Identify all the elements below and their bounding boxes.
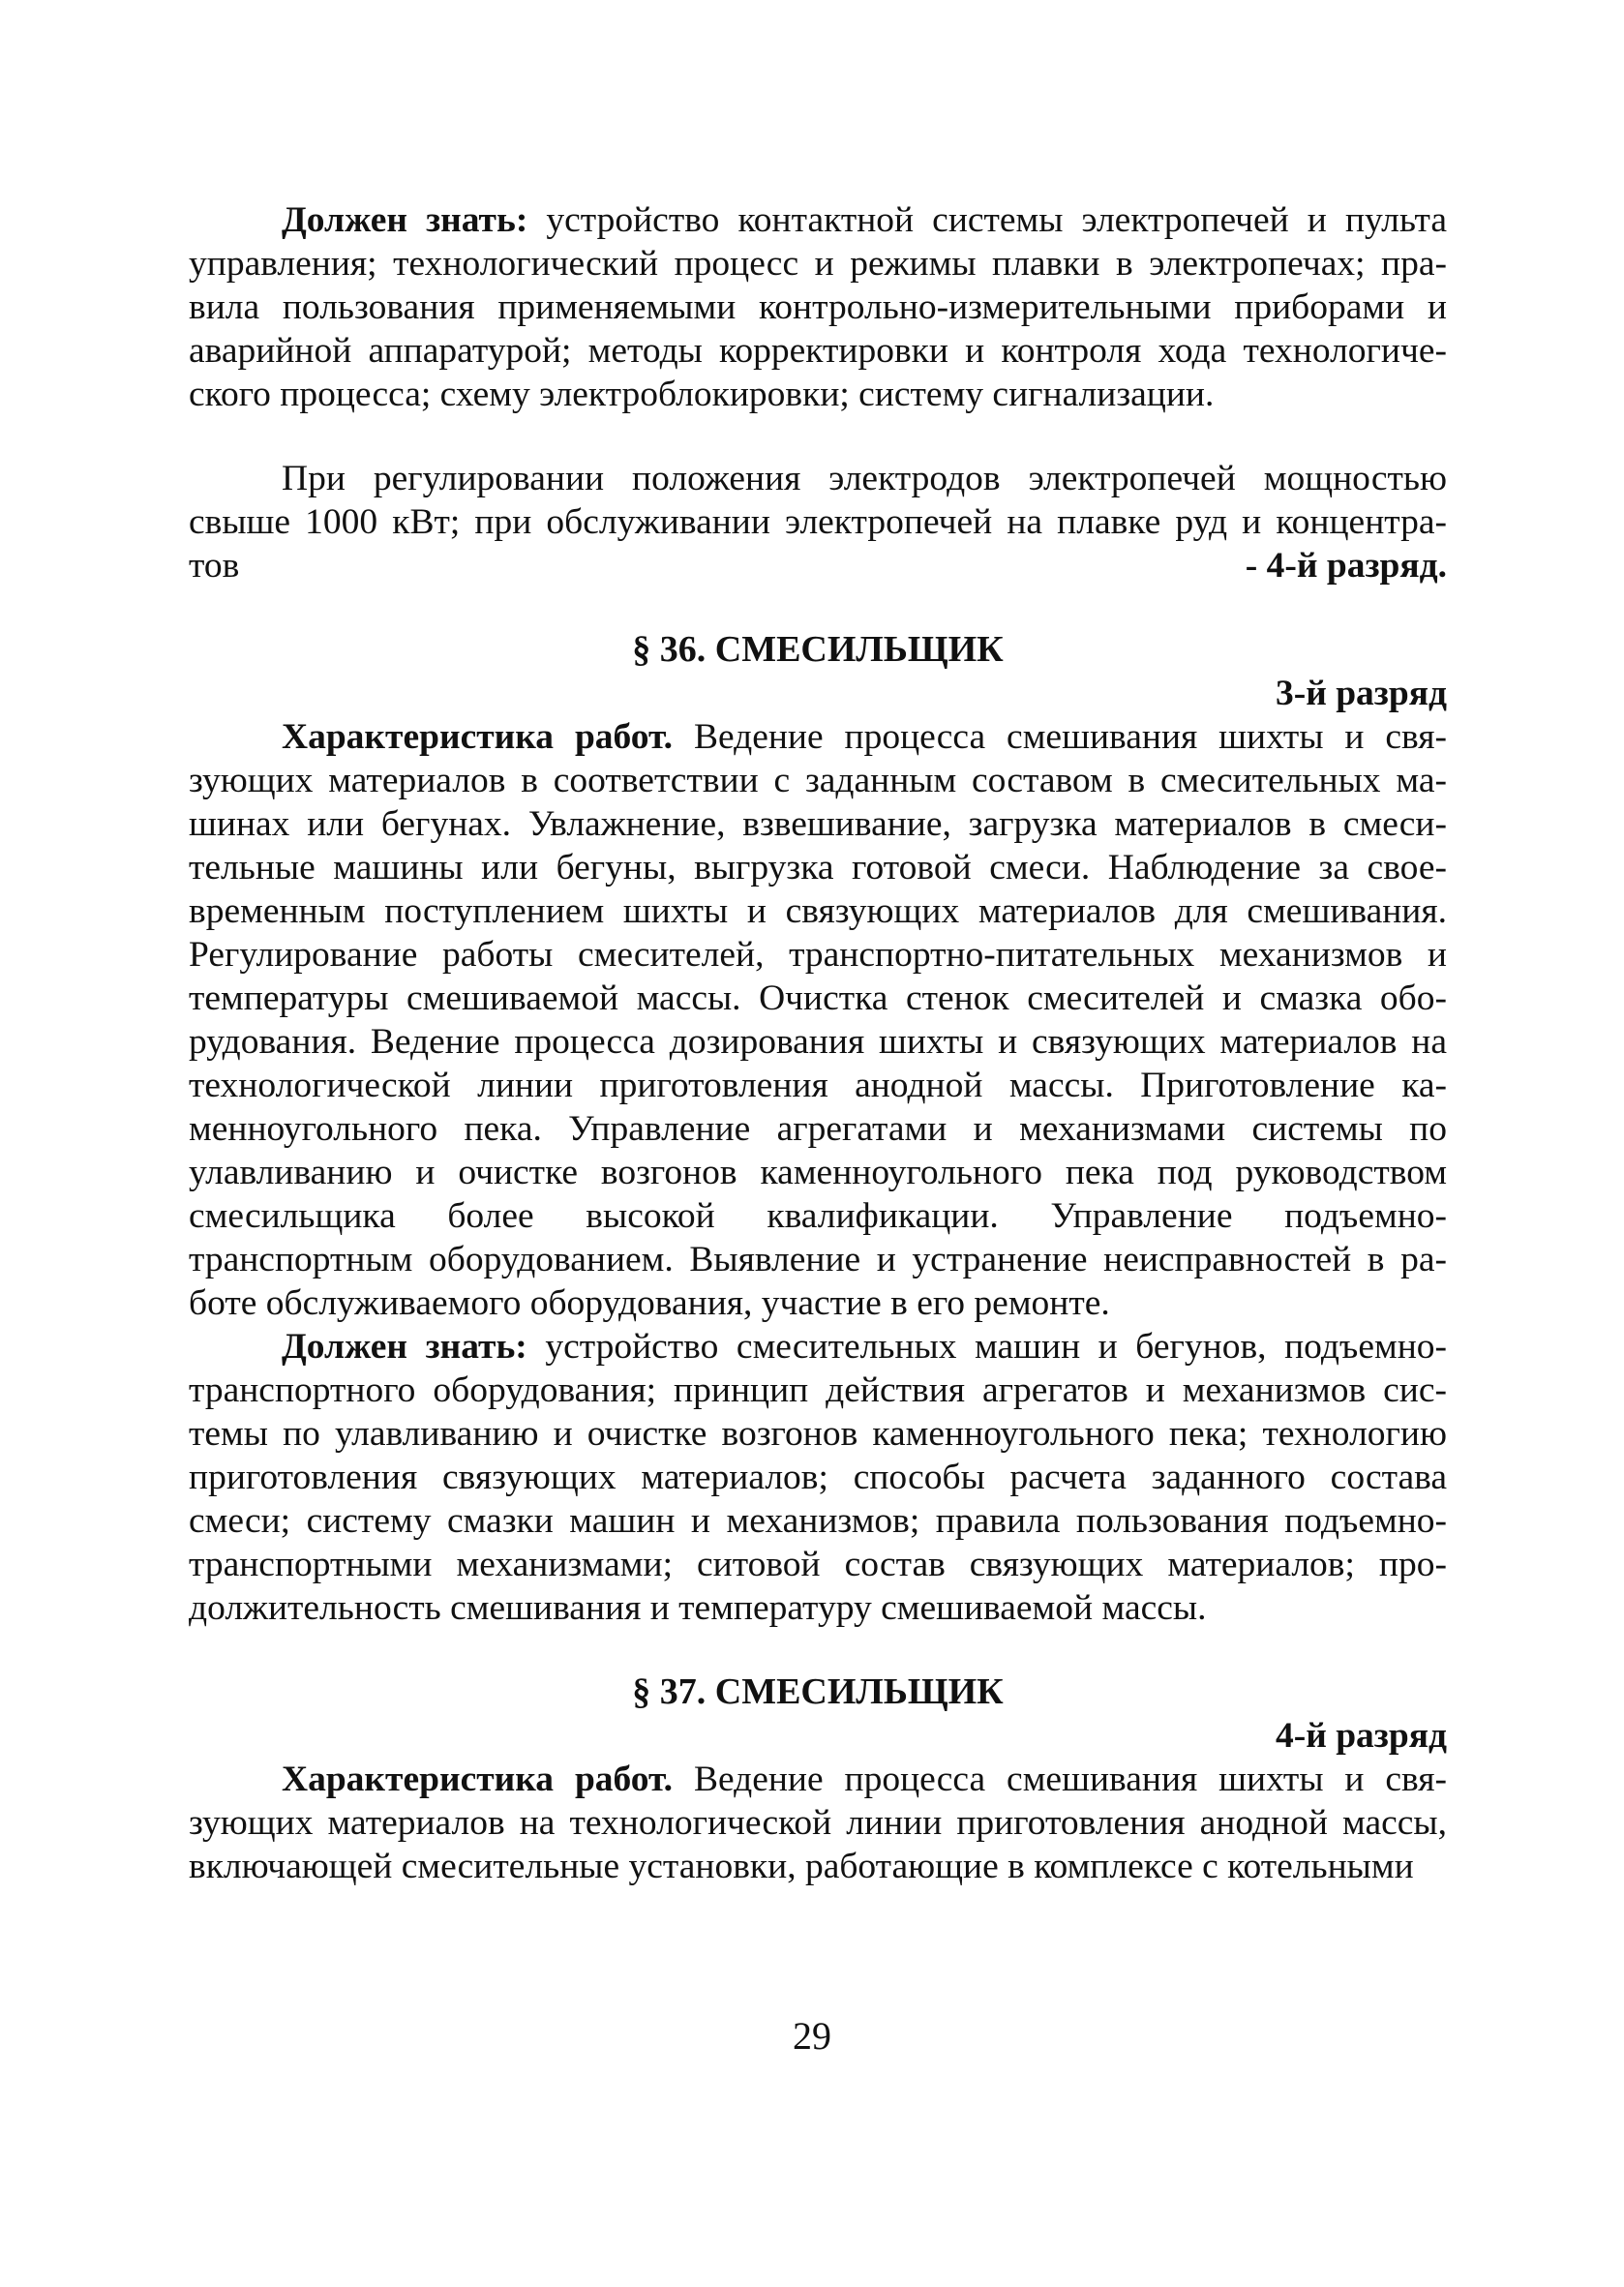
regulation-text: При регулировании положения электродов электропечей мощностью свыше 1000 кВт; при обслуживании электропечей на плавке руд и концентра-	[189, 459, 1447, 542]
section-36-char-lead: Характеристика работ.	[282, 717, 674, 757]
section-37-char-lead: Характеристика работ.	[282, 1760, 674, 1799]
section-36-rank: 3-й разряд	[1275, 674, 1447, 713]
section-36-know-lead: Должен знать:	[282, 1327, 527, 1367]
section-36-title: § 36. СМЕСИЛЬЩИК	[632, 629, 1004, 670]
section-37-char-text: Ведение процесса смешивания шихты и связующих материалов на технологической линии приготовления анодной массы, включающей смесительные установки, работающие в комплексе с котельными	[189, 1760, 1448, 1886]
section-37-rank: 4-й разряд	[1275, 1716, 1447, 1756]
must-know-lead: Должен знать:	[282, 200, 528, 240]
document-page	[189, 198, 1447, 1888]
section-36-must-know	[189, 1325, 1447, 1630]
regulation-rank: - 4-й разряд.	[1245, 546, 1447, 586]
page-number: 29	[793, 2014, 831, 2058]
section-36-characteristics	[189, 715, 1447, 1325]
regulation-tail-line	[189, 544, 1447, 587]
section-36-char-text: Ведение процесса смешивания шихты и связующих материалов в соответствии с заданным составом в смесительных машинах или бегунах. Увлажнение, взвешивание, загрузка материалов в смесительные машины или бегуны, выгрузка готовой смеси. Наблюдение за своевременным поступлением шихты и связующих материалов для смешивания. Регулирование работы смесителей, транспортно-питательных механизмов и температуры смешиваемой массы. Очистка стенок смесителей и смазка оборудования. Ведение процесса дозирования шихты и связующих материалов на технологической линии приготовления анодной массы. Приготовление каменноугольного пека. Управление агрегатами и механизмами системы по улавливанию и очистке возгонов каменноугольного пека под руководством смесильщика более высокой квалификации. Управление подъемно-транспортным оборудованием. Выявление и устранение неисправностей в работе обслуживаемого оборудования, участие в его ремонте.	[189, 717, 1448, 1323]
section-36-know-text: устройство смесительных машин и бегунов, подъемно-транспортного оборудования; принцип действия агрегатов и механизмов системы по улавливанию и очистке возгонов каменноугольного пека; технологию приготовления связующих материалов; способы расчета заданного состава смеси; систему смазки машин и механизмов; правила пользования подъемно-транспортными механизмами; ситовой состав связующих материалов; продолжительность смешивания и температуру смешиваемой массы.	[189, 1327, 1447, 1628]
section-37-title: § 37. СМЕСИЛЬЩИК	[632, 1671, 1004, 1712]
paragraph-regulation	[189, 457, 1447, 544]
section-37-characteristics	[189, 1758, 1447, 1888]
regulation-last-word: тов	[189, 546, 240, 586]
paragraph-must-know-1	[189, 198, 1447, 416]
must-know-text: устройство контактной системы электропечей и пульта управления; технологический процесс и режимы плавки в электропечах; правила пользования применяемыми контрольно-измерительными приборами и аварийной аппаратурой; методы корректировки и контроля хода технологического процесса; схему электроблокировки; систему сигнализации.	[189, 200, 1447, 414]
